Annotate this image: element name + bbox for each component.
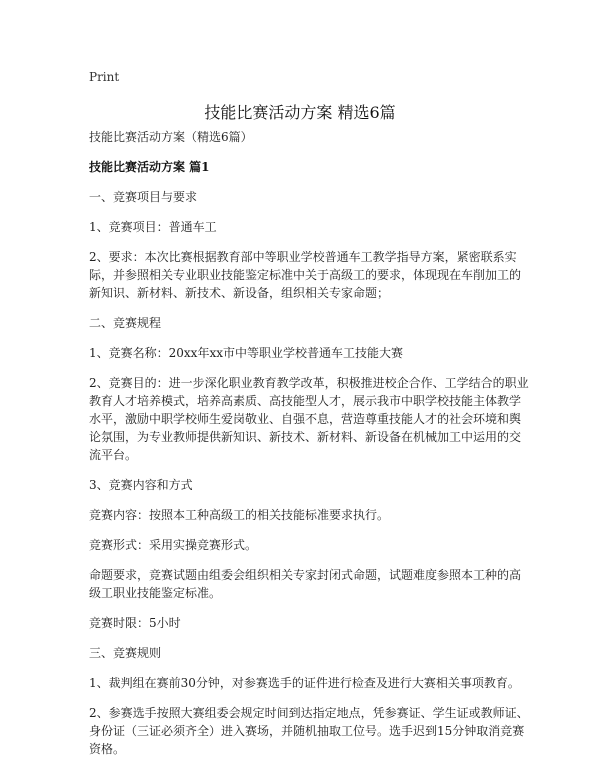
paragraph: 竞赛时限：5小时: [89, 616, 181, 630]
paragraph: 2、参赛选手按照大赛组委会规定时间到达指定地点，凭参赛证、学生证或教师证、身份证（三证必须齐全）进入赛场，并随机抽取工位号。选手迟到15分钟取消竞赛资格。: [89, 706, 529, 756]
paragraph: 三、竞赛规则: [89, 646, 162, 660]
paragraph: 竞赛内容：按照本工种高级工的相关技能标准要求执行。: [89, 508, 390, 522]
paragraph: 一、竞赛项目与要求: [89, 190, 198, 204]
paragraph: 2、要求：本次比赛根据教育部中等职业学校普通车工教学指导方案，紧密联系实际，并参照相关专业职业技能鉴定标准中关于高级工的要求，体现现在车削加工的新知识、新材料、新技术、新设备，组织相关专家命题；: [89, 250, 522, 300]
document-title: 技能比赛活动方案 精选6篇: [204, 103, 396, 122]
paragraph: 2、竞赛目的：进一步深化职业教育教学改革，积极推进校企合作、工学结合的职业教育人才培养模式，培养高素质、高技能型人才，展示我市中职学校技能主体教学水平，激励中职学校师生爱岗敬业、自强不息，营造尊重技能人才的社会环境和舆论氛围，为专业教师提供新知识、新技术、新材料、新设备在机械加工中运用的交流平台。: [89, 376, 529, 462]
section-heading: 技能比赛活动方案 篇1: [89, 160, 210, 174]
paragraph: 1、裁判组在赛前30分钟，对参赛选手的证件进行检查及进行大赛相关事项教育。: [89, 676, 520, 690]
paragraph: 竞赛形式：采用实操竞赛形式。: [89, 538, 258, 552]
document-body: [89, 128, 529, 770]
paragraph: 命题要求，竞赛试题由组委会组织相关专家封闭式命题，试题难度参照本工种的高级工职业技能鉴定标准。: [89, 568, 522, 600]
paragraph: 二、竞赛规程: [89, 316, 162, 330]
paragraph: 3、竞赛内容和方式: [89, 478, 193, 492]
document-subtitle: 技能比赛活动方案（精选6篇）: [89, 130, 253, 144]
paragraph: 1、竞赛名称：20xx年xx市中等职业学校普通车工技能大赛: [89, 346, 403, 360]
print-label[interactable]: Print: [89, 70, 120, 84]
paragraph: 1、竞赛项目：普通车工: [89, 220, 217, 234]
